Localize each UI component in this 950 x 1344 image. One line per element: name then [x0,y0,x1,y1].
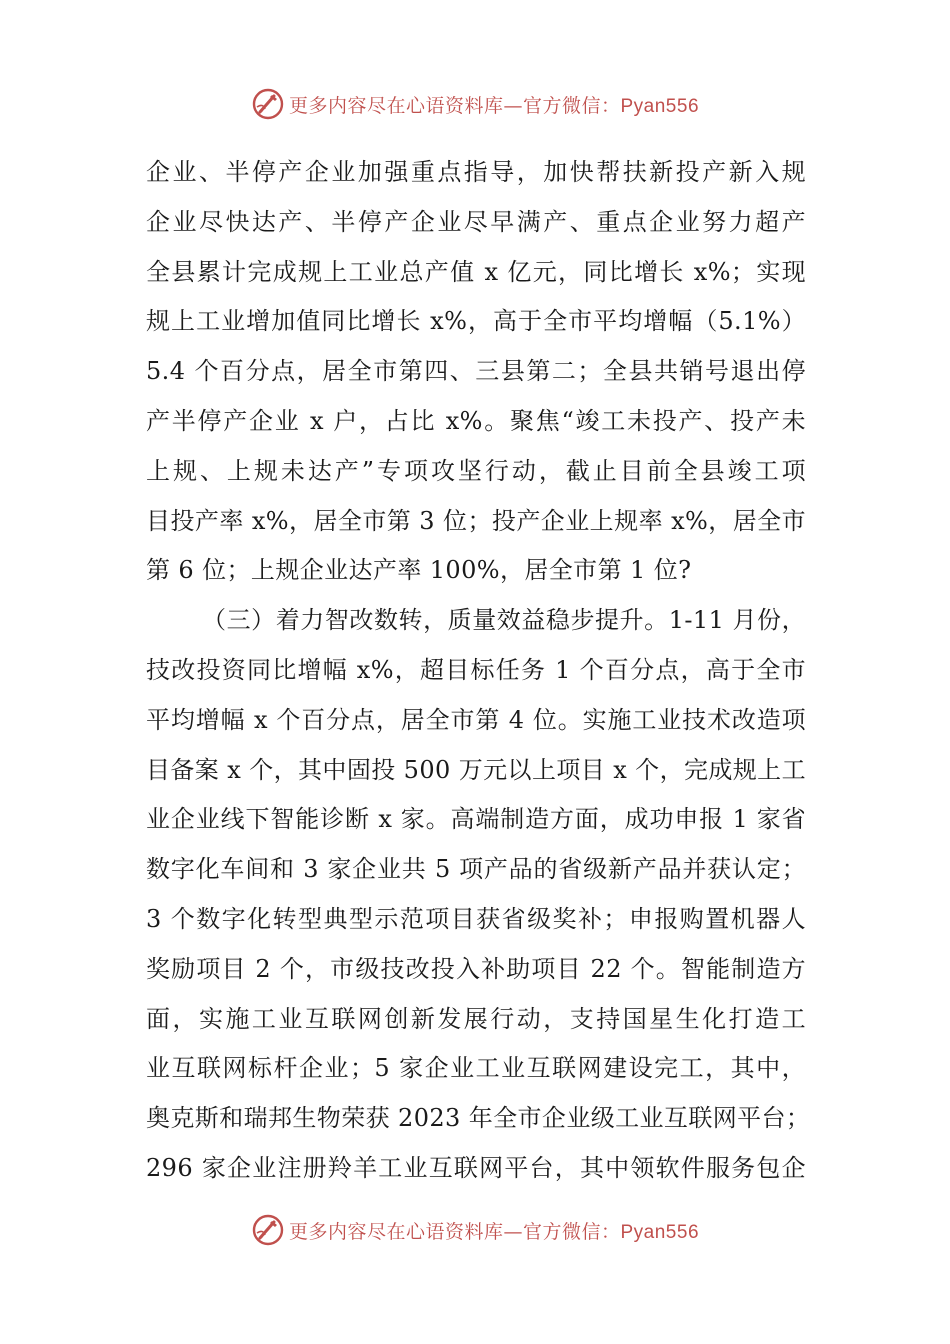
banner-text: 更多内容尽在心语资料库—官方微信：Pyan556 [288,1220,700,1243]
text-line: 目投产率 x%，居全市第 3 位；投产企业上规率 x%，居全市 [146,506,806,535]
text-line: 业互联网标杆企业；5 家企业工业互联网建设完工，其中， [146,1054,806,1083]
banner-text: 更多内容尽在心语资料库—官方微信：Pyan556 [288,94,700,117]
text-line: 业企业线下智能诊断 x 家。高端制造方面，成功申报 1 家省 [146,805,806,834]
text-line: 奥克斯和瑞邦生物荣获 2023 年全市企业级工业互联网平台； [146,1104,811,1133]
pen-circle-logo-icon [251,1213,285,1247]
text-line: 平均增幅 x 个百分点，居全市第 4 位。实施工业技术改造项 [146,705,806,734]
wechat-id: Pyan556 [620,95,700,117]
text-line: 第 6 位；上规企业达产率 100%，居全市第 1 位? [146,556,692,585]
text-line: 企业、半停产企业加强重点指导，加快帮扶新投产新入规 [146,158,806,186]
wechat-id: Pyan556 [620,1221,700,1243]
text-line: 上规、上规未达产”专项攻坚行动，截止目前全县竣工项 [146,456,806,485]
footer-banner [0,1210,950,1250]
text-line: 296 家企业注册羚羊工业互联网平台，其中领软件服务包企 [146,1153,806,1182]
text-line: 3 个数字化转型典型示范项目获省级奖补；申报购置机器人 [146,904,806,933]
header-banner [0,84,950,124]
document-body [146,148,811,1194]
text-line: 产半停产企业 x 户，占比 x%。聚焦“竣工未投产、投产未 [146,406,806,435]
text-line: 企业尽快达产、半停产企业尽早满产、重点企业努力超产 [146,207,806,236]
text-line: 奖励项目 2 个，市级技改投入补助项目 22 个。智能制造方 [146,954,806,983]
text-line: 面，实施工业互联网创新发展行动，支持国星生化打造工 [146,1004,806,1033]
text-line: 规上工业增加值同比增长 x%，高于全市平均增幅（5.1%） [146,307,806,336]
text-line: 全县累计完成规上工业总产值 x 亿元，同比增长 x%；实现 [146,257,806,286]
text-line: 数字化车间和 3 家企业共 5 项产品的省级新产品并获认定； [146,855,806,884]
text-line: 技改投资同比增幅 x%，超目标任务 1 个百分点，高于全市 [146,655,806,684]
paragraph-2 [146,596,811,1194]
text-line: 5.4 个百分点，居全市第四、三县第二；全县共销号退出停 [146,357,806,386]
pen-circle-logo-icon [251,87,285,121]
text-line: 目备案 x 个，其中固投 500 万元以上项目 x 个，完成规上工 [146,755,806,784]
paragraph-1 [146,148,806,596]
section-heading-line: （三）着力智改数转，质量效益稳步提升。1-11 月份， [202,606,806,635]
